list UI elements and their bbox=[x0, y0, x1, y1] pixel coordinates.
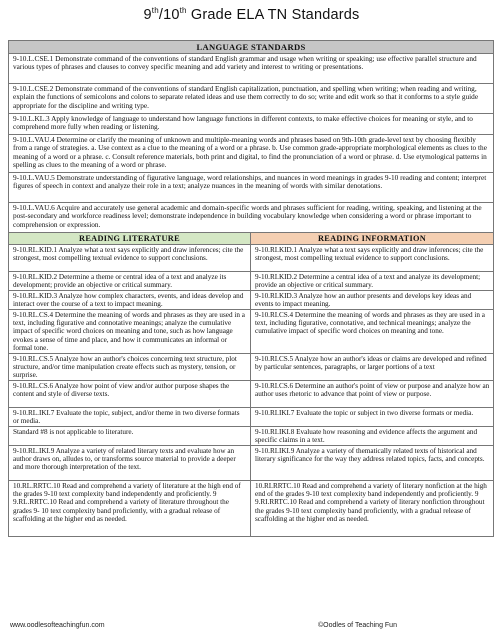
reading-information-heading: READING INFORMATION bbox=[251, 233, 493, 245]
information-standard-row: 9-10.RI.CS.4 Determine the meaning of words and phrases as they are used in a text, including figurative, connotative, and technical meanings; analyze the cumulative impact of specific word choices on meaning and tone. bbox=[251, 310, 493, 354]
information-standard-row: 9-10.RI.IKI.8 Evaluate how reasoning and evidence affects the argument and specific claims in a text. bbox=[251, 427, 493, 446]
literature-standard-row: 9-10.RL.IKI.7 Evaluate the topic, subject, and/or theme in two diverse formats or media. bbox=[9, 408, 250, 427]
information-standard-row: 9-10.RI.KID.3 Analyze how an author presents and develops key ideas and events to impact meaning. bbox=[251, 291, 493, 310]
literature-standard-row: 9-10.RL.CS.4 Determine the meaning of words and phrases as they are used in a text, including figurative and connotative meanings; analyze the cumulative impact of specific word choices on meaning and tone, such as how language evokes a sense of time and place, and how it communicates an informal or formal tone. bbox=[9, 310, 250, 354]
reading-literature-heading: READING LITERATURE bbox=[9, 233, 250, 245]
literature-standard-row: 9-10.RL.KID.3 Analyze how complex characters, events, and ideas develop and interact over the course of a text to impact meaning. bbox=[9, 291, 250, 310]
website-link[interactable]: www.oodlesofteachingfun.com bbox=[10, 622, 105, 629]
language-standard-row: 9-10.L.CSE.2 Demonstrate command of the conventions of standard English capitalization, punctuation, and spelling when writing; when reading and writing, explain the functions of semicolons and colons to separate related ideas and use them correctly to do so; write and edit work so that it conforms to a style guide appropriate for the discipline and writing type. bbox=[9, 84, 493, 114]
language-standard-row: 9-10.L.VAU.5 Demonstrate understanding of figurative language, word relationships, and nuances in word meanings in grades 9-10 reading and content; interpret figures of speech in context and analyze their role in a text; analyze nuances in the meaning of words with similar denotations. bbox=[9, 173, 493, 203]
language-standard-row: 9-10.L.KL.3 Apply knowledge of language to understand how language functions in different contexts, to make effective choices for meaning or style, and to comprehend more fully when reading or listening. bbox=[9, 114, 493, 135]
language-standards-heading: LANGUAGE STANDARDS bbox=[9, 41, 493, 54]
literature-standard-row: 10.RL.RRTC.10 Read and comprehend a variety of literature at the high end of the grades 9-10 text complexity band independently and proficiently. 9 9.RL.RRTC.10 Read and comprehend a variety of literature throughout the grades 9- 10 text complexity band proficiently, with a gradual release of scaffolding at the higher end as needed. bbox=[13, 482, 241, 523]
language-standard-row: 9-10.L.VAU.4 Determine or clarify the meaning of unknown and multiple-meaning words and phrases based on 9th-10th grade-level text by choosing flexibly from a range of strategies. a. Use context as a clue to the meaning of a word or a phrase. b. Use common grade-appropriate morphological elements as clues to the meaning of a word or a phrase. c. Consult reference materials, both print and digital, to find the pronunciation of a word or phrase. d. Use etymological patterns in spelling as clues to the meaning of a word or phrase. bbox=[9, 135, 493, 173]
literature-standard-row: 9-10.RL.CS.5 Analyze how an author's choices concerning text structure, plot structure, and/or time manipulation create effects such as mystery, tension, or surprise. bbox=[9, 354, 250, 381]
information-standard-row: 9-10.RI.KID.1 Analyze what a text says explicitly and draw inferences; cite the strongest, most compelling textual evidence to support conclusions. bbox=[251, 245, 493, 272]
literature-standard-row: 9-10.RL.IKI.9 Analyze a variety of related literary texts and evaluate how an author draws on, alludes to, or transforms source material to provide a deeper and more thorough interpretation of the text. bbox=[9, 446, 250, 481]
copyright-notice: ©Oodles of Teaching Fun bbox=[318, 622, 397, 629]
information-standard-row: 9-10.RI.KID.2 Determine a central idea of a text and analyze its development; provide an objective or critical summary. bbox=[251, 272, 493, 291]
information-standard-row: 9-10.RI.IKI.9 Analyze a variety of thematically related texts of historical and literary significance for the way they address related topics, facts, and concepts. bbox=[251, 446, 493, 481]
literature-standard-row: Standard #8 is not applicable to literature. bbox=[9, 427, 250, 446]
information-standard-row: 9-10.RI.CS.6 Determine an author's point of view or purpose and analyze how an author uses rhetoric to advance that point of view or purpose. bbox=[251, 381, 493, 408]
reading-information-column bbox=[251, 233, 493, 536]
information-standard-row: 9-10.RI.IKI.7 Evaluate the topic or subject in two diverse formats or media. bbox=[251, 408, 493, 427]
literature-standard-row: 9-10.RL.CS.6 Analyze how point of view and/or author purpose shapes the content and style of diverse texts. bbox=[9, 381, 250, 408]
information-standard-row: 10.RI.RRTC.10 Read and comprehend a variety of literary nonfiction at the high end of the grades 9-10 text complexity band independently and proficiently. 9 9.RI.RRTC.10 Read and comprehend a variety of literary nonfiction throughout the grades 9-10 text complexity band proficiently, with a gradual release of scaffolding at the higher end as needed. bbox=[255, 482, 487, 523]
language-standard-row: 9-10.L.CSE.1 Demonstrate command of the conventions of standard English grammar and usage when writing or speaking; use effective parallel structure and various types of phrases and clauses to convey specific meaning and add variety and interest to writing or presentations. bbox=[9, 54, 493, 84]
literature-standard-row: 9-10.RL.KID.1 Analyze what a text says explicitly and draw inferences; cite the strongest, most compelling textual evidence to support conclusions. bbox=[9, 245, 250, 272]
information-standard-row: 9-10.RI.CS.5 Analyze how an author's ideas or claims are developed and refined by particular sentences, paragraphs, or larger portions of a text bbox=[251, 354, 493, 381]
reading-columns bbox=[9, 233, 493, 536]
reading-literature-column bbox=[9, 233, 251, 536]
language-standard-row: 9-10.L.VAU.6 Acquire and accurately use general academic and domain-specific words and phrases sufficient for reading, writing, speaking, and listening at the post-secondary and workforce readiness level; demonstrate independence in building vocabulary knowledge when considering a word or phrase important to comprehension or expression. bbox=[9, 203, 493, 233]
literature-standard-row: 9-10.RL.KID.2 Determine a theme or central idea of a text and analyze its development; provide an objective or critical summary. bbox=[9, 272, 250, 291]
page-title: 9th/10th Grade ELA TN Standards bbox=[143, 6, 360, 23]
standards-table bbox=[8, 40, 494, 537]
